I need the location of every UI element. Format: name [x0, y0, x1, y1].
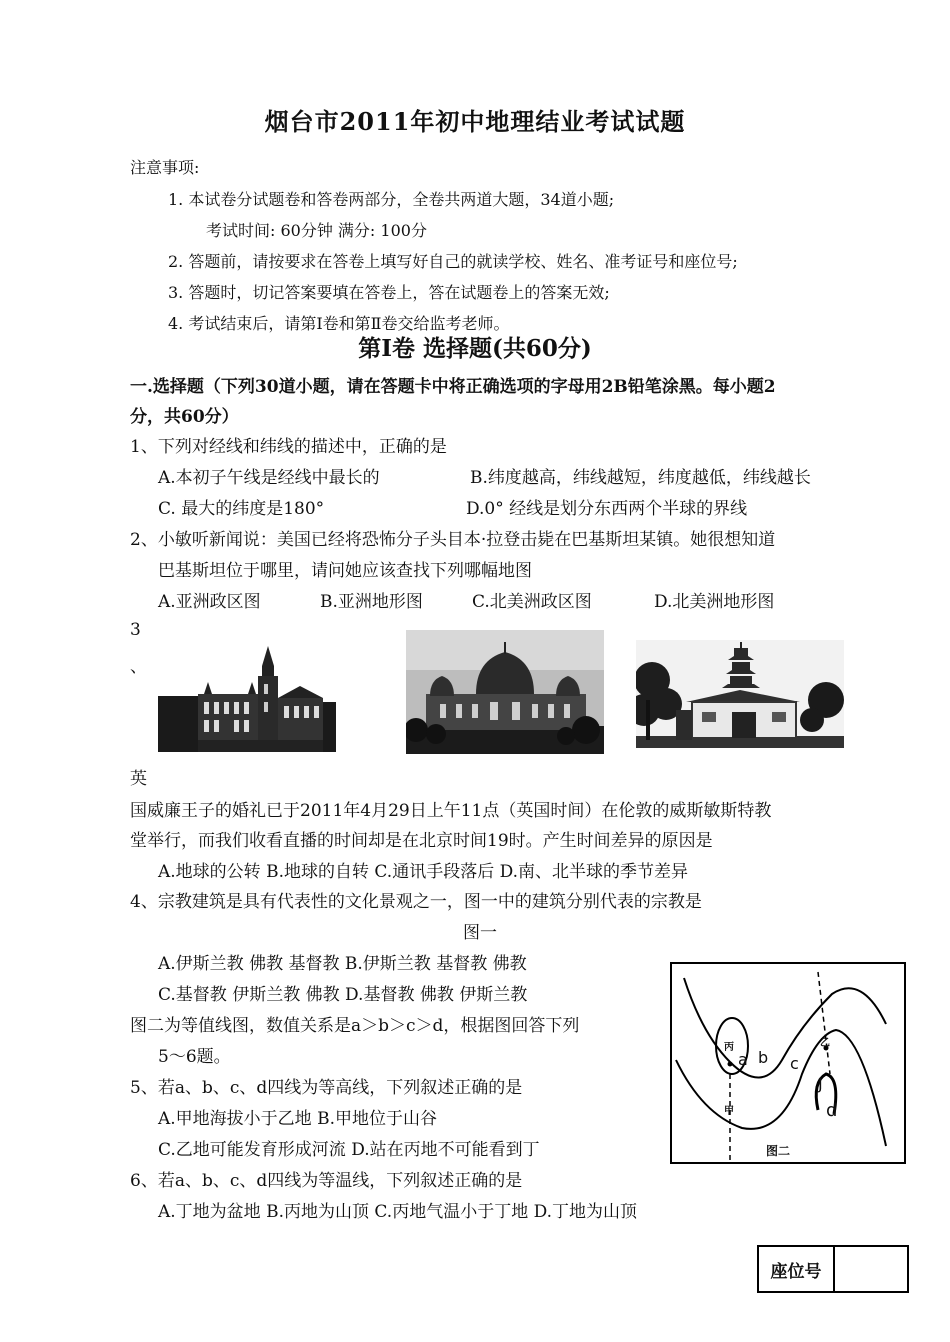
q1-option-c: C. 最大的纬度是180° — [158, 499, 325, 519]
q1-option-b: B.纬度越高，纬线越短，纬度越低，纬线越长 — [470, 468, 811, 488]
q2-stem-2: 巴基斯坦位于哪里，请问她应该查找下列哪幅地图 — [158, 561, 532, 581]
notice-item-2: 2. 答题前，请按要求在答卷上填写好自己的就读学校、姓名、准考证号和座位号; — [168, 252, 738, 271]
q1-option-a: A.本初子午线是经线中最长的 — [158, 468, 380, 488]
contour-label-d: d — [826, 1100, 838, 1121]
q2-stem-1: 2、小敏听新闻说：美国已经将恐怖分子头目本·拉登击毙在巴基斯坦某镇。她很想知道 — [130, 530, 776, 550]
q3-first-char: 英 — [130, 769, 147, 789]
contour-label-a: a — [738, 1050, 748, 1069]
q4-options-cd: C.基督教 伊斯兰教 佛教 D.基督教 佛教 伊斯兰教 — [158, 985, 528, 1005]
q5-stem: 5、若a、b、c、d四线为等高线，下列叙述正确的是 — [130, 1078, 523, 1098]
q3-stem-2: 堂举行，而我们收看直播的时间却是在北京时间19时。产生时间差异的原因是 — [130, 831, 713, 851]
mosque-photo — [406, 630, 604, 754]
section-instructions-2: 分，共60分） — [130, 407, 239, 427]
notice-item-1: 1. 本试卷分试题卷和答卷两部分，全卷共两道大题，34道小题; — [168, 190, 615, 209]
figure2-caption: 图二 — [766, 1144, 791, 1158]
point-ding-label: J — [818, 1074, 823, 1093]
point-bing-label: 丙 — [724, 1042, 734, 1053]
point-yi-label: 乙 — [820, 1038, 830, 1049]
contour-label-b: b — [758, 1048, 769, 1067]
q3-stem-1: 国威廉王子的婚礼已于2011年4月29日上午11点（英国时间）在伦敦的威斯敏斯特教 — [130, 801, 772, 821]
notice-heading: 注意事项: — [130, 158, 200, 177]
contour-map-figure — [670, 962, 906, 1164]
q1-stem: 1、下列对经线和纬线的描述中，正确的是 — [130, 437, 447, 457]
notice-item-4: 4. 考试结束后，请第Ⅰ卷和第Ⅱ卷交给监考老师。 — [168, 314, 510, 333]
contour-label-c: c — [790, 1054, 799, 1073]
q6-options: A.丁地为盆地 B.丙地为山顶 C.丙地气温小于丁地 D.丁地为山顶 — [158, 1202, 638, 1222]
point-jia-label: 甲 — [724, 1106, 734, 1117]
section-title: 第Ⅰ卷 选择题(共60分) — [358, 335, 592, 362]
pagoda-photo — [636, 640, 844, 748]
section-instructions-1: 一.选择题（下列30道小题，请在答题卡中将正确选项的字母用2B铅笔涂黑。每小题2 — [130, 377, 776, 397]
q6-stem: 6、若a、b、c、d四线为等温线，下列叙述正确的是 — [130, 1171, 523, 1191]
q3-options: A.地球的公转 B.地球的自转 C.通讯手段落后 D.南、北半球的季节差异 — [158, 862, 689, 882]
figure2-intro-2: 5～6题。 — [158, 1047, 231, 1067]
q2-option-c: C.北美洲政区图 — [472, 592, 592, 612]
q4-stem: 4、宗教建筑是具有代表性的文化景观之一，图一中的建筑分别代表的宗教是 — [130, 892, 702, 912]
q1-option-d: D.0° 经线是划分东西两个半球的界线 — [466, 499, 748, 519]
seat-number-label: 座位号 — [759, 1247, 835, 1291]
seat-number-box — [757, 1245, 909, 1293]
notice-item-3: 3. 答题时，切记答案要填在答卷上，答在试题卷上的答案无效; — [168, 283, 610, 302]
seat-number-field[interactable] — [835, 1247, 907, 1291]
q3-number-mark: 、 — [130, 657, 147, 677]
q5-options-cd: C.乙地可能发育形成河流 D.站在丙地不可能看到丁 — [158, 1140, 540, 1160]
exam-title: 烟台市2011年初中地理结业考试试题 — [264, 107, 686, 136]
figure2-intro-1: 图二为等值线图，数值关系是a＞b＞c＞d，根据图回答下列 — [130, 1016, 580, 1036]
q4-options-ab: A.伊斯兰教 佛教 基督教 B.伊斯兰教 基督教 佛教 — [158, 954, 527, 974]
church-photo — [158, 636, 336, 752]
notice-item-1b: 考试时间: 60分钟 满分: 100分 — [206, 221, 427, 240]
q2-option-a: A.亚洲政区图 — [158, 592, 261, 612]
figure1-label: 图一 — [463, 923, 497, 943]
q2-option-d: D.北美洲地形图 — [654, 592, 775, 612]
q2-option-b: B.亚洲地形图 — [320, 592, 423, 612]
q3-number: 3 — [130, 620, 141, 640]
q5-options-ab: A.甲地海拔小于乙地 B.甲地位于山谷 — [158, 1109, 437, 1129]
